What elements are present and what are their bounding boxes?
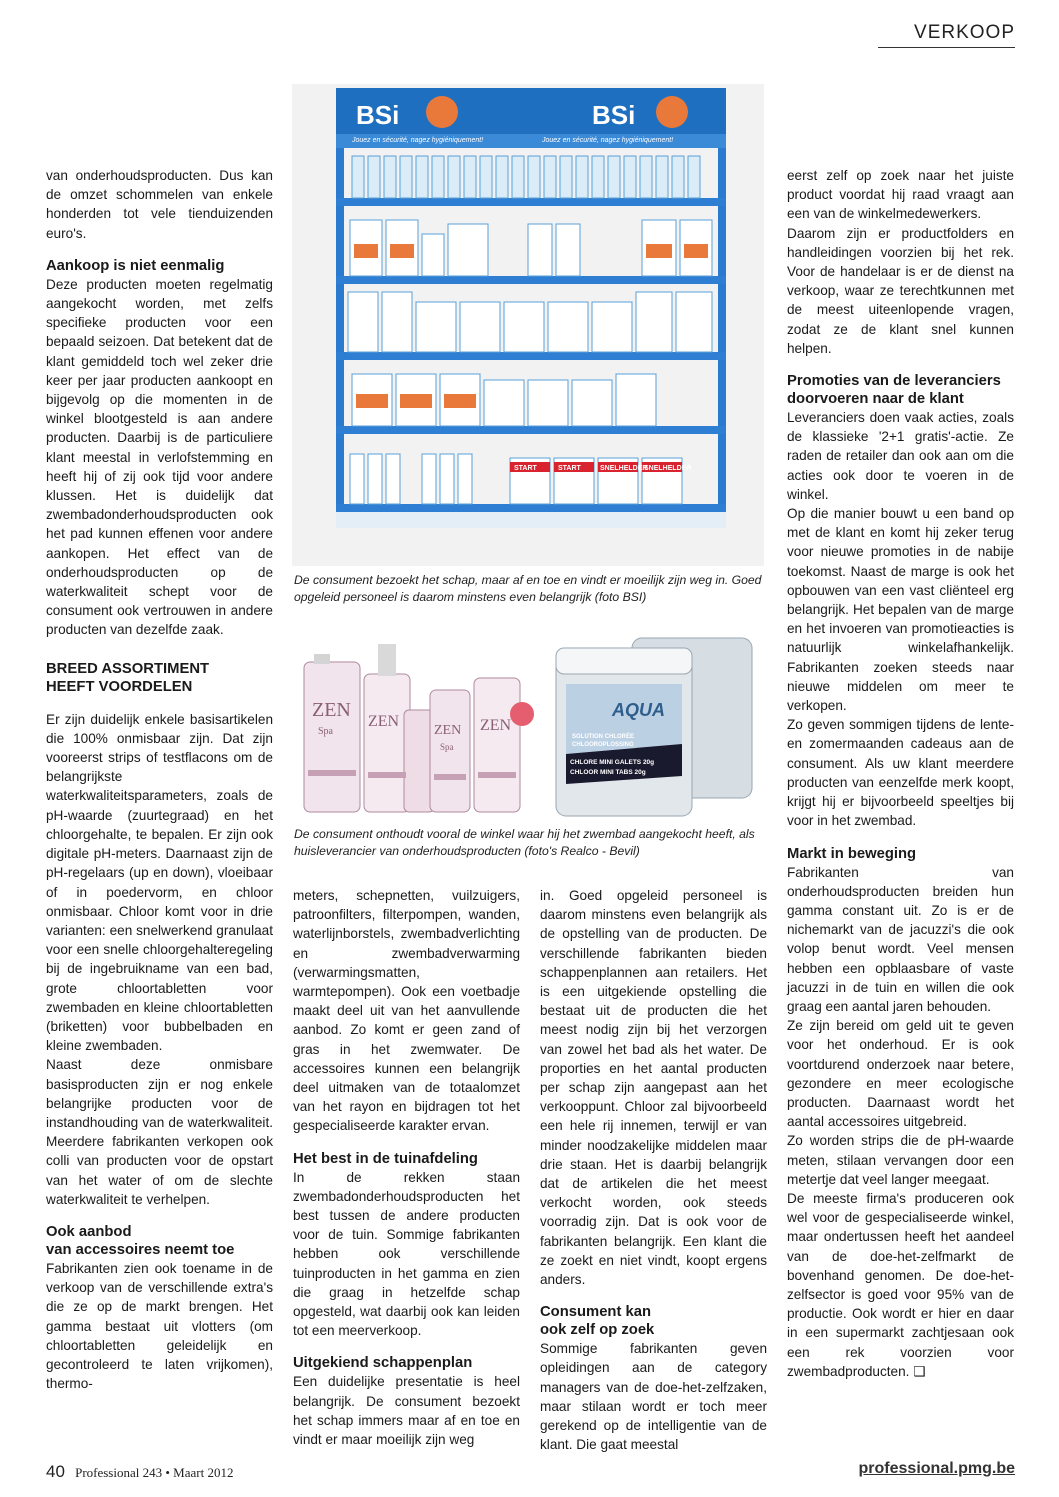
footer-info <box>46 1462 233 1482</box>
heading-schappenplan: Uitgekiend schappenplan <box>293 1355 473 1372</box>
heading-ook-aanbod <box>46 1223 273 1259</box>
col4-paragraph-2: Leveranciers doen vaak acties, zoals de klassieke '2+1 gratis'-actie. Ze raden de retailer dan ook aan om die acties ook door te voeren in de winkel. <box>787 410 1014 502</box>
heading-consument-l1: Consument kan <box>540 1304 651 1321</box>
banner-brand-left: BSi <box>356 100 400 130</box>
heading-consument-l2: ook zelf op zoek <box>540 1322 655 1339</box>
col3-paragraph-2: Sommige fabrikanten geven opleidingen aan de category managers van de doe-het-zelfzaken, maar stilaan wordt er toch meer gerekend op de intelligentie van de klant. Die gaat meestal <box>540 1341 767 1453</box>
col2-paragraph-1: meters, schepnetten, vuilzuigers, patroonfilters, filterpompen, wanden, waterlijnborstels, zwembadverlichting en zwembadverwarming (verwarmingsmatten, warmtepompen). Ook een voetbadje maakt deel uit van het aanvullende aanbod. Zo komt er geen zand of gras in het zwemwater. De accessoires kunnen een belangrijk deel uitmaken van de totaalomzet van het rayon en bijdragen tot het gespecialiseerde karakter ervan. <box>293 888 520 1134</box>
col4-paragraph-3: Op die manier bouwt u een band op met de klant en komt hij zeker terug voor nieuwe promoties in de nabije toekomst. Naast de marge is ook het opbouwen van een vast cliënteel erg belangrijk. Het bepalen van de marge en het invoeren van promotieacties is natuurlijk winkelafhankelijk. Fabrikanten zoeken steeds naar nieuwe middelen om meer te verkopen. <box>787 506 1014 714</box>
col4-paragraph-5: Fabrikanten van onderhoudsproducten breiden hun gamma constant uit. Zo is er de nichemarkt van de jacuzzi's die ook volop benut wordt. Veel mensen hebben een opblaasbare of vaste jacuzzi in de tuin en willen die ook graag een aantal jaren behouden. <box>787 864 1014 1014</box>
col1-paragraph-1: Deze producten moeten regelmatig aangekocht worden, met zelfs specifieke producten voor een bepaald seizoen. Dat betekent dat de klant gemiddeld toch wel zeker drie keer per jaar producten aankoopt en bijgevolg op die momenten in de winkel blootgesteld is aan andere producten. Daarbij is de particuliere klant meestal in verlofstemming en heeft hij of zij ook tijd voor andere klussen. Het is duidelijk dat zwembadonderhoudsproducten ook het pad kunnen effenen voor andere aankopen. Het effect van de onderhoudsproducten op de waterkwaliteit schept voor de consument ook vertrouwen in andere producten van dezelfde zaak. <box>46 276 273 638</box>
shelf-display-photo <box>292 84 764 566</box>
heading-consument <box>540 1303 767 1339</box>
col4-paragraph-6: Ze zijn bereid om geld uit te geven voor het onderhoud. Er is ook voortdurend onderzoek naar betere, gezondere en meer ecologische producten. Daarnaast wordt het aantal accessoires uitgebreid. <box>787 1018 1014 1130</box>
website-link[interactable]: professional.pmg.be <box>858 1460 1015 1477</box>
heading-breed-assortiment-l2: HEEFT VOORDELEN <box>46 678 193 695</box>
heading-breed-assortiment <box>46 660 273 696</box>
label-snelhelder-2: SNELHELDER <box>644 465 692 472</box>
zen-sub-2: Spa <box>440 742 454 752</box>
aqua-line-2: CHLOOROPLOSSING <box>572 742 634 748</box>
issue-info: Professional 243 • Maart 2012 <box>75 1465 234 1480</box>
column-4 <box>787 166 1014 1381</box>
page-number: 40 <box>46 1462 65 1481</box>
col4-paragraph-8: De meeste firma's produceren ook wel voor de gespecialiseerde winkel, maar ondertussen heeft het aandeel van de doe-het-zelfmarkt de bovenhand genomen. De doe-het-zelfsector is goed voor 95% van de productie. Ook wordt er hier en daar in een supermarkt zachtjesaan ook een rek voorzien voor zwembadproducten. ❑ <box>787 1190 1014 1379</box>
heading-breed-assortiment-l1: BREED ASSORTIMENT <box>46 660 210 677</box>
column-1 <box>46 166 273 1393</box>
heading-markt: Markt in beweging <box>787 845 917 862</box>
col4-paragraph-4: Zo geven sommigen tijdens de lente- en zomermaanden cadeaus aan de consument. Als uw klant meerdere producten van eenzelfde merk koopt, krijgt hij er bijvoorbeeld speeltjes bij voor in het zwembad. <box>787 717 1014 829</box>
column-2 <box>293 886 520 1449</box>
caption-shelf-photo: De consument bezoekt het schap, maar af en toe en vindt er moeilijk zijn weg in. Goed opgeleid personeel is daarom minstens even belangrijk (foto BSI) <box>294 573 762 604</box>
heading-aankoop: Aankoop is niet eenmalig <box>46 257 225 274</box>
label-start-2: START <box>558 465 581 472</box>
product-photo <box>294 634 764 820</box>
caption-product-photo: De consument onthoudt vooral de winkel waar hij het zwembad aangekocht heeft, als huisleverancier van onderhoudsproducten (foto's Realco - Bevil) <box>294 827 755 858</box>
col4-paragraph-0: eerst zelf op zoek naar het juiste product voordat hij raad vraagt aan een van de winkelmedewerkers. <box>787 168 1014 222</box>
zen-brand-3: ZEN <box>434 723 462 738</box>
col2-paragraph-3: Een duidelijke presentatie is heel belangrijk. De consument bezoekt het schap immers maar af en toe en vindt er maar moeilijk zijn weg <box>293 1374 520 1448</box>
banner-tagline-right: Jouez en sécurité, nagez hygiéniquement! <box>542 137 674 144</box>
aqua-line-1: SOLUTION CHLORÉE <box>572 734 635 740</box>
section-rule <box>878 47 1015 48</box>
aqua-line-3: CHLORE MINI GALETS 20g <box>570 759 655 766</box>
heading-tuinafdeling: Het best in de tuinafdeling <box>293 1150 478 1167</box>
section-tag: VERKOOP <box>914 22 1015 43</box>
col3-paragraph-1: in. Goed opgeleid personeel is daarom minstens even belangrijk als de opstelling van de producten. De verschillende fabrikanten bieden schappenplannen aan retailers. Het is een uitgekiende opstelling die bestaat uit de producten die het meest nodig zijn bij het verzorgen van zowel het bad als het water. De proporties en het aantal producten per schap zijn aangepast aan het verkooppunt. Chloor zal bijvoorbeeld een hele rij innemen, terwijl er van minder noodzakelijke middelen maar drie staan. Het is daarbij belangrijk dat de artikelen die het meest verkocht worden, ook steeds voorradig zijn. Dat is ook voor de fabrikanten belangrijk. Een klant die ze zoekt en niet vindt, koopt ergens anders. <box>540 888 767 1288</box>
banner-brand-right: BSi <box>592 100 636 130</box>
col4-paragraph-1: Daarom zijn er productfolders en handleidingen voorzien bij het rek. Voor de handelaar is er de dienst na verkoop, waar ze terechtkunnen met de meest uiteenlopende vragen, zodat ze de klant snel kunnen helpen. <box>787 225 1014 356</box>
column-3 <box>540 886 767 1454</box>
zen-brand-1: ZEN <box>312 699 351 721</box>
heading-ook-aanbod-l2: van accessoires neemt toe <box>46 1241 235 1258</box>
label-snelhelder-1: SNELHELDER <box>600 465 648 472</box>
col1-paragraph-4: Fabrikanten zien ook toename in de verkoop van de verschillende extra's die ze op de markt brengen. Het gamma bestaat uit vlotters (om chloortabletten geleidelijk en gecontroleerd te laten vrijkomen), thermo- <box>46 1260 273 1392</box>
aqua-brand: AQUA <box>612 700 665 720</box>
heading-promoties-l2: doorvoeren naar de klant <box>787 391 964 408</box>
col1-paragraph-3: Naast deze onmisbare basisproducten zijn er nog enkele belangrijke producten voor de instandhouding van de waterkwaliteit. Meerdere fabrikanten verkopen ook colli van producten voor de opstart van het water of om de slechte waterkwaliteit te verhelpen. <box>46 1057 273 1207</box>
col2-paragraph-2: In de rekken staan zwembadonderhoudsproducten het best tussen de andere producten voor de tuin. Sommige fabrikanten hebben ook verschillende tuinproducten in het gamma en zien die graag in hetzelfde schap opgesteld, wat daarbij ook kan leiden tot een meerverkoop. <box>293 1169 520 1339</box>
label-start-1: START <box>514 465 537 472</box>
heading-ook-aanbod-l1: Ook aanbod <box>46 1223 132 1240</box>
heading-promoties <box>787 372 1014 408</box>
heading-promoties-l1: Promoties van de leveranciers <box>787 373 1001 390</box>
col1-paragraph-2: Er zijn duidelijk enkele basisartikelen die 100% onmisbaar zijn. Dat zijn vooreerst strips of testflacons om de belangrijkste waterkwaliteitsparameters, zoals de pH-waarde (zuurtegraad) en het chloorgehalte, te bepalen. Er zijn ook digitale pH-meters. Daarnaast zijn de pH-regelaars (up en down), vloeibaar of in poedervorm, en chloor onmisbaar. Chloor komt voor in drie varianten: een snelwerkend granulaat voor een snelle chloorgehalteregeling bij de ingebruikname van een bad, grote chloortabletten voor zwembaden en kleine chloortabletten (briketten) voor bubbelbaden en kleine zwembaden. <box>46 711 273 1054</box>
col4-paragraph-7: Zo worden strips die de pH-waarde meten, stilaan vervangen door een metertje dat veel langer meegaat. <box>787 1133 1014 1187</box>
zen-brand-4: ZEN <box>480 717 512 734</box>
banner-tagline-left: Jouez en sécurité, nagez hygiéniquement! <box>352 137 484 144</box>
col1-paragraph-0: van onderhoudsproducten. Dus kan de omzet schommelen van enkele honderden tot vele tienduizenden euro's. <box>46 168 273 241</box>
zen-sub-1: Spa <box>318 726 333 737</box>
zen-brand-2: ZEN <box>368 713 400 730</box>
aqua-line-4: CHLOOR MINI TABS 20g <box>570 769 646 776</box>
